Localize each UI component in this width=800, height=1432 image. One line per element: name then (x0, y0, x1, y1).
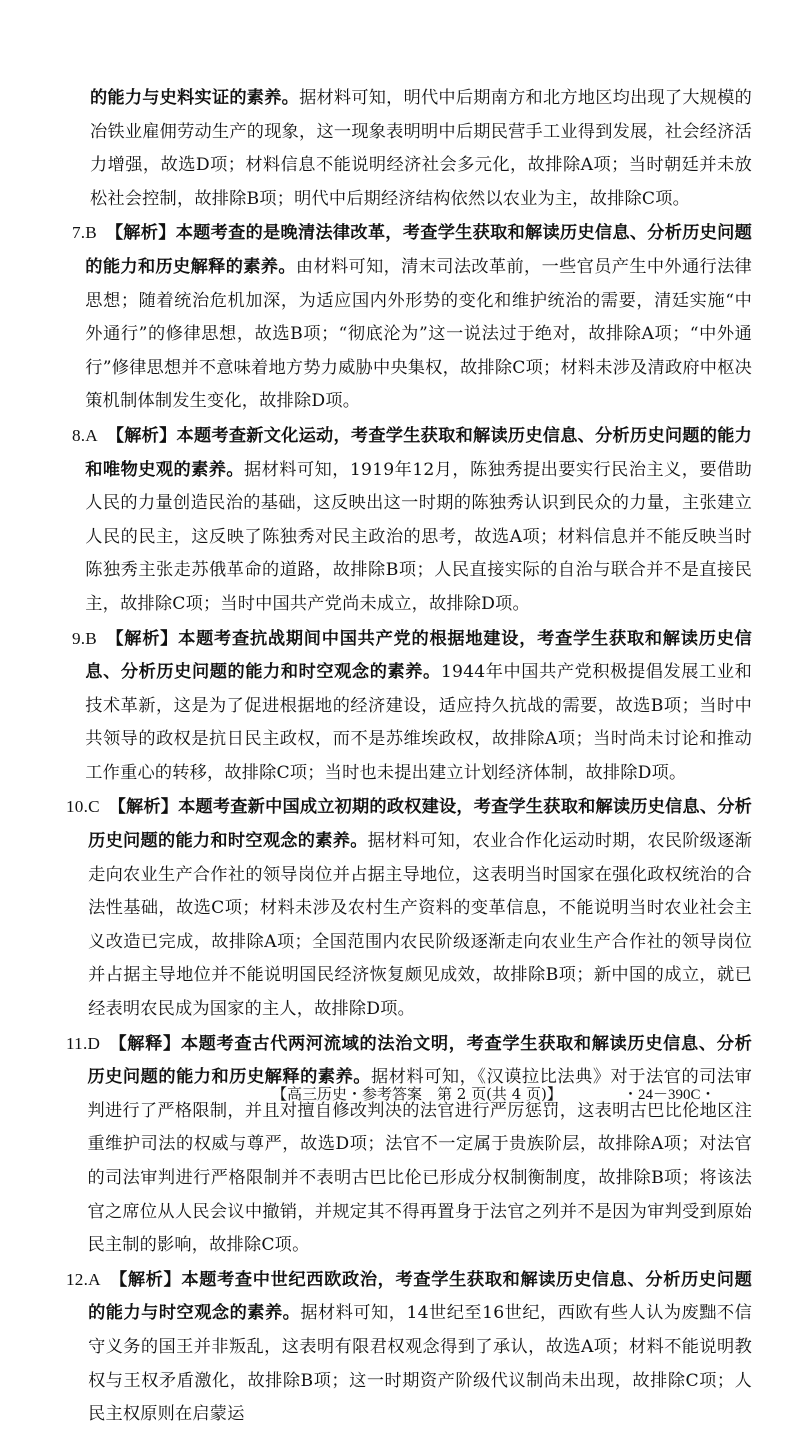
item-bold: 本题考查新文化运动，考查学生获取和解读历史信息、分析历史问题的能力和唯物史观的素养。 (85, 425, 752, 480)
item-tag: 【解析】 (105, 628, 179, 649)
item-answer: A (85, 425, 98, 445)
intro-text: 据材料可知，明代中后期南方和北方地区均出现了大规模的冶铁业雇佣劳动生产的现象，这一现象表明明中后期民营手工业得到发展，社会经济活力增强，故选D项；材料信息不能说明经济社会多元化，故排除A项；当时朝廷并未放松社会控制，故排除B项；明代中后期经济结构依然以农业为主，故排除C项。 (90, 88, 752, 209)
item-text: 据材料可知，《汉谟拉比法典》对于法官的司法审判进行了严格限制，并且对擅自修改判决的法官进行严厉惩罚，这表明古巴比伦地区注重维护司法的权威与尊严，故选D项；法官不一定属于贵族阶层，故排除A项；对法官的司法审判进行严格限制并不表明古巴比伦已形成分权制衡制度，故排除B项；将该法官之席位从人民会议中撤销，并规定其不得再置身于法官之列并不是因为审判受到原始民主制的影响，故排除C项。 (87, 1067, 752, 1256)
item-bold: 本题考查中世纪西欧政治，考查学生获取和解读历史信息、分析历史问题的能力与时空观念的素养。 (88, 1269, 752, 1324)
item-text: 1944年中国共产党积极提倡发展工业和技术革新，这是为了促进根据地的经济建设，适应持久抗战的需要，故选B项；当时中共领导的政权是抗日民主政权，而不是苏维埃政权，故排除A项；当时尚未讨论和推动工作重心的转移，故排除C项；当时也未提出建立计划经济体制，故排除D项。 (85, 662, 752, 783)
item-tag: 【解析】 (106, 425, 177, 446)
item-number: 9. (72, 628, 86, 648)
item-number: 12. (66, 1269, 89, 1289)
answer-item-9 (72, 622, 752, 791)
answer-item-10 (66, 790, 752, 1026)
answer-item-11 (66, 1027, 752, 1263)
item-text: 由材料可知，清末司法改革前，一些官员产生中外通行法律思想；随着统治危机加深，为适应国内外形势的变化和维护统治的需要，清廷实施“中外通行”的修律思想，故选B项；“彻底沦为”这一说法过于绝对，故排除A项；“中外通行”修律思想并不意味着地方势力威胁中央集权，故排除C项；材料未涉及清政府中枢决策机制体制发生变化，故排除D项。 (85, 256, 753, 412)
item-tag: 【解析】 (109, 1269, 182, 1290)
intro-paragraph (90, 82, 752, 216)
answer-item-8 (72, 419, 752, 622)
answer-item-12 (66, 1263, 752, 1432)
item-bold: 本题考查古代两河流域的法治文明，考查学生获取和解读历史信息、分析历史问题的能力和历史解释的素养。 (87, 1033, 752, 1088)
item-number: 8. (72, 425, 86, 445)
footer-page-info: 【高三历史・参考答案 第 2 页(共 4 页)】 (272, 1085, 562, 1103)
item-bold: 本题考查新中国成立初期的政权建设，考查学生获取和解读历史信息、分析历史问题的能力和时空观念的素养。 (88, 797, 752, 852)
item-tag: 【解析】 (105, 223, 176, 244)
item-tag: 【解释】 (108, 1033, 181, 1054)
item-number: 7. (72, 223, 86, 243)
item-number: 11. (66, 1033, 88, 1053)
item-tag: 【解析】 (108, 797, 179, 818)
answer-item-7 (72, 216, 753, 419)
intro-bold: 的能力与史料实证的素养。 (90, 88, 300, 108)
item-text: 据材料可知，14世纪至16世纪，西欧有些人认为废黜不信守义务的国王并非叛乱，这表明有限君权观念得到了承认，故选A项；材料不能说明教权与王权矛盾激化，故排除B项；这一时期资产阶级代议制尚未出现，故排除C项；人民主权原则在启蒙运 (88, 1303, 752, 1425)
item-answer: A (88, 1269, 101, 1289)
item-text: 据材料可知，1919年12月，陈独秀提出要实行民治主义，要借助人民的力量创造民治的基础，这反映出这一时期的陈独秀认识到民众的力量，主张建立人民的民主，这反映了陈独秀对民主政治的思考，故选A项；材料信息并不能反映当时陈独秀主张走苏俄革命的道路，故排除B项；人民直接实际的自治与联合并不是直接民主，故排除C项；当时中国共产党尚未成立，故排除D项。 (85, 459, 752, 614)
footer-code: ・24－390C・ (623, 1087, 716, 1103)
item-answer: B (85, 628, 97, 648)
item-answer: D (87, 1033, 101, 1053)
item-number: 10. (66, 797, 89, 817)
item-text: 据材料可知，农业合作化运动时期，农民阶级逐渐走向农业生产合作社的领导岗位并占据主导地位，这表明当时国家在强化政权统治的合法性基础，故选C项；材料未涉及农村生产资料的变革信息，不能说明当时农业社会主义改造已完成，故排除A项；全国范围内农民阶级逐渐走向农业生产合作社的领导岗位并占据主导地位并不能说明国民经济恢复颇见成效，故排除B项；新中国的成立，就已经表明农民成为国家的主人，故排除D项。 (88, 831, 752, 1020)
item-bold: 本题考查抗战期间中国共产党的根据地建设，考查学生获取和解读历史信息、分析历史问题的能力和时空观念的素养。 (85, 628, 752, 683)
item-bold: 本题考查的是晚清法律改革，考查学生获取和解读历史信息、分析历史问题的能力和历史解释的素养。 (85, 223, 752, 277)
item-answer: C (88, 797, 100, 817)
item-answer: B (85, 223, 97, 243)
